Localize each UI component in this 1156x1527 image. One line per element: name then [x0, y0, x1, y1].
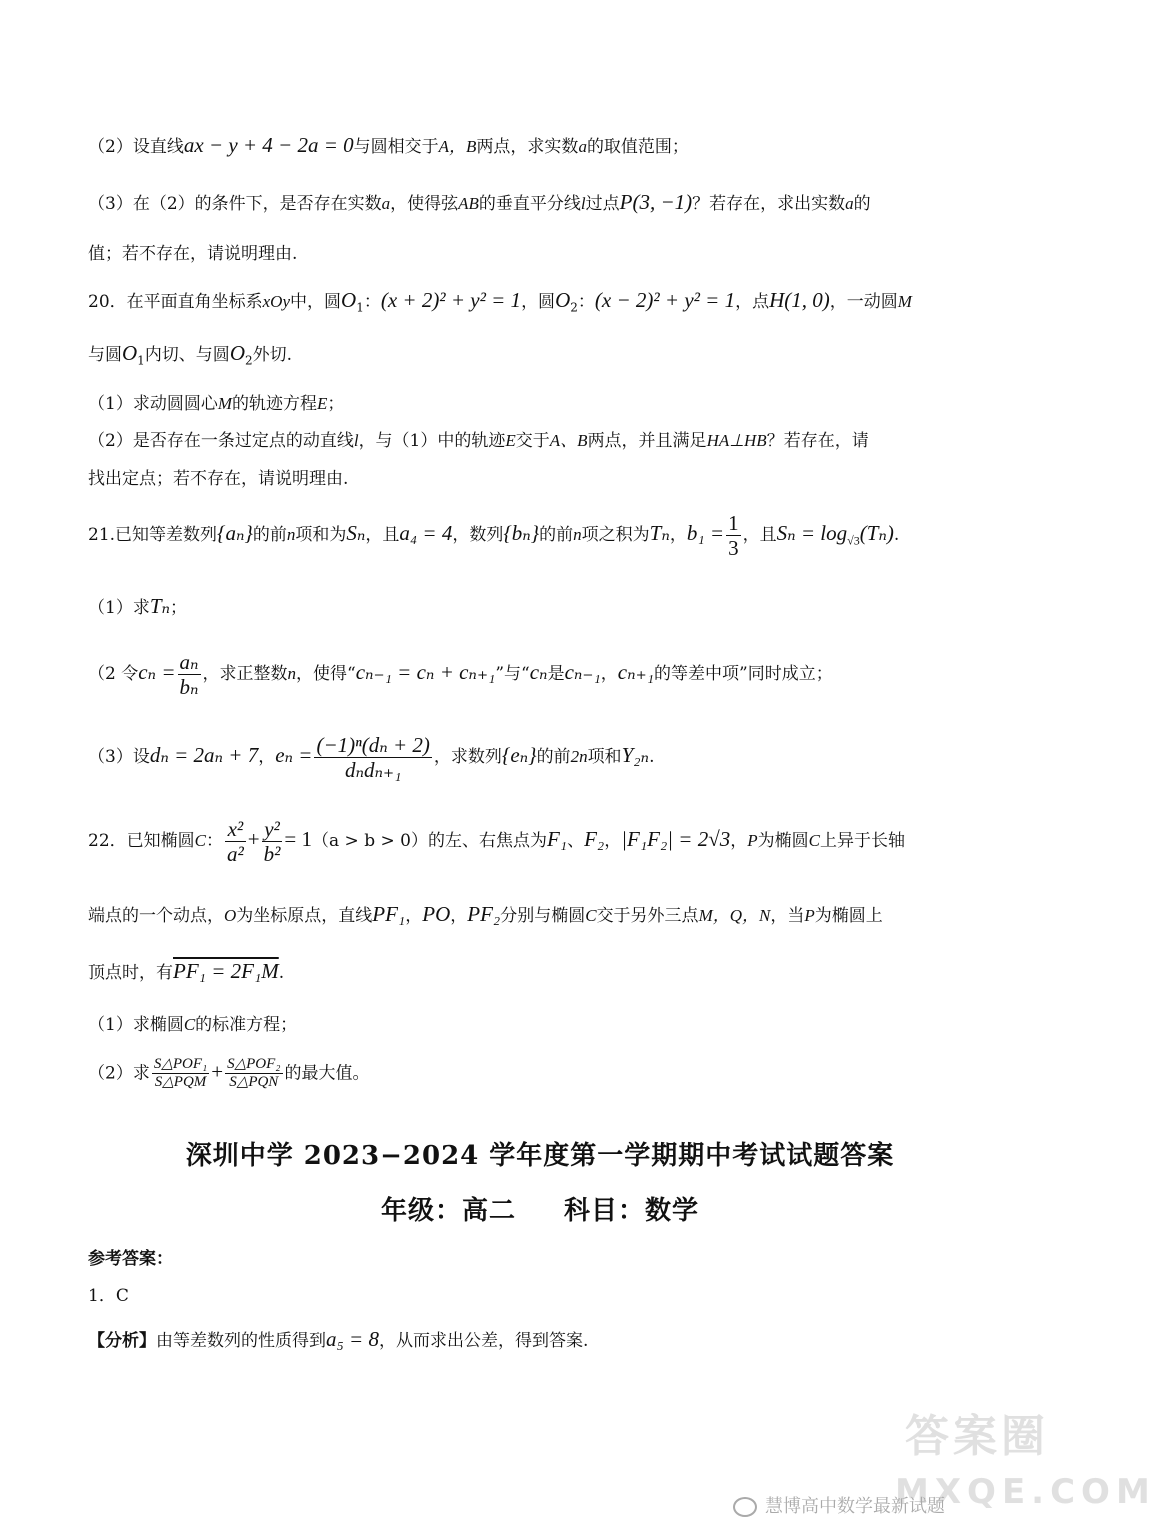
answer-title: 深圳中学 2023−2024 学年度第一学期期中考试试题答案	[185, 1141, 895, 1171]
analysis-1: 【分析】由等差数列的性质得到a₅ = 8，从而求出公差，得到答案.	[88, 1327, 589, 1351]
fraction-x2-a2: $\frac{\text{x²}}{\text{a²}}$	[226, 817, 244, 867]
q19-part3-cont: 值；若不存在，请说明理由.	[88, 244, 298, 264]
q20-stem-cont: 与圆$O_1$内切、与圆$O_2$外切.	[88, 341, 293, 368]
q22-part1: （1）求椭圆C的标准方程；	[88, 1015, 298, 1035]
wechat-icon	[733, 1497, 757, 1517]
q21-part2: （2 令cₙ = $\frac{\text{aₙ}}{\text{bₙ}}$ ，求正整数n，使得“cₙ₋₁ = cₙ + cₙ₊₁”与“cₙ是cₙ₋₁，cₙ₊₁的等差中项”同时成立；	[88, 650, 833, 700]
q21-part3: （3）设dₙ = 2aₙ + 7，eₙ = $\frac{\text{(−1)ⁿ(dₙ + 2)}}{\text{dₙdₙ₊₁}}$ ，求数列{eₙ}的前2n项和Y₂ₙ.	[88, 733, 655, 783]
vector-equation: PF₁ = 2F₁M	[173, 959, 279, 983]
q22-part2: （2）求 $\frac{\text{S△POF₁}}{\text{S△PQM}}$ + $\frac{\text{S△POF₂}}{\text{S△PQN}}$ 的最大值。	[88, 1056, 370, 1091]
watermark-stamp: 答案圈 MXQE.COM	[895, 1411, 1156, 1512]
fraction-en: $\frac{\text{(−1)ⁿ(dₙ + 2)}}{\text{dₙdₙ₊₁}}$	[316, 733, 430, 783]
q20-part1: （1）求动圆圆心M的轨迹方程E；	[88, 394, 345, 414]
q22-stem-cont: 端点的一个动点，O为坐标原点，直线PF₁，PO，PF₂分别与椭圆C交于另外三点M，Q，N，当P为椭圆上	[88, 902, 883, 926]
fraction-area-2: $\frac{\text{S△POF₂}}{\text{S△PQN}}$	[227, 1056, 281, 1091]
q20-part2-cont: 找出定点；若不存在，请说明理由.	[88, 469, 349, 489]
fraction-y2-b2: $\frac{\text{y²}}{\text{b²}}$	[263, 817, 281, 867]
fraction-an-bn: $\frac{\text{aₙ}}{\text{bₙ}}$	[179, 650, 199, 700]
fraction-area-1: $\frac{\text{S△POF₁}}{\text{S△PQM}}$	[153, 1056, 208, 1091]
q22-stem: 22．已知椭圆C： $\frac{\text{x²}}{\text{a²}}$ + $\frac{\text{y²}}{\text{b²}}$ = 1（a > b > 0）的左、右焦点为F₁、F₂，|F₁F₂| = 2√3，P为椭圆C上异于长轴	[88, 817, 905, 867]
watermark-text: 慧博高中数学最新试题	[733, 1492, 945, 1518]
answer-1: 1．C	[88, 1286, 129, 1306]
q21-part1: （1）求Tₙ；	[88, 594, 188, 618]
q22-stem-cont2: 顶点时，有PF₁ = 2F₁M.	[88, 959, 285, 983]
answer-subtitle: 年级：高二 科目：数学	[380, 1196, 700, 1226]
q20-stem: 20．在平面直角坐标系xOy中，圆$O_1$：(x + 2)² + y² = 1，圆$O_2$：(x − 2)² + y² = 1，点H(1, 0)，一动圆M	[88, 288, 912, 315]
q20-part2: （2）是否存在一条过定点的动直线l，与（1）中的轨迹E交于A、B两点，并且满足HA⊥HB？若存在，请	[88, 431, 869, 451]
fraction-one-third: $\frac{1}{3}$	[728, 511, 739, 561]
reference-answer-label: 参考答案：	[88, 1249, 173, 1269]
q19-part2: （2）设直线ax − y + 4 − 2a = 0与圆相交于A，B两点，求实数a的取值范围；	[88, 133, 689, 157]
q21-stem: 21.已知等差数列{aₙ}的前n项和为Sₙ，且a₄ = 4，数列{bₙ}的前n项之积为Tₙ，b₁ = $\frac{1}{3}$ ，且$S_n = \log_{√3}(T_n)$.	[88, 511, 900, 561]
q19-part3: （3）在（2）的条件下，是否存在实数a，使得弦AB的垂直平分线l过点P(3, −1)？若存在，求出实数a的	[88, 190, 871, 214]
